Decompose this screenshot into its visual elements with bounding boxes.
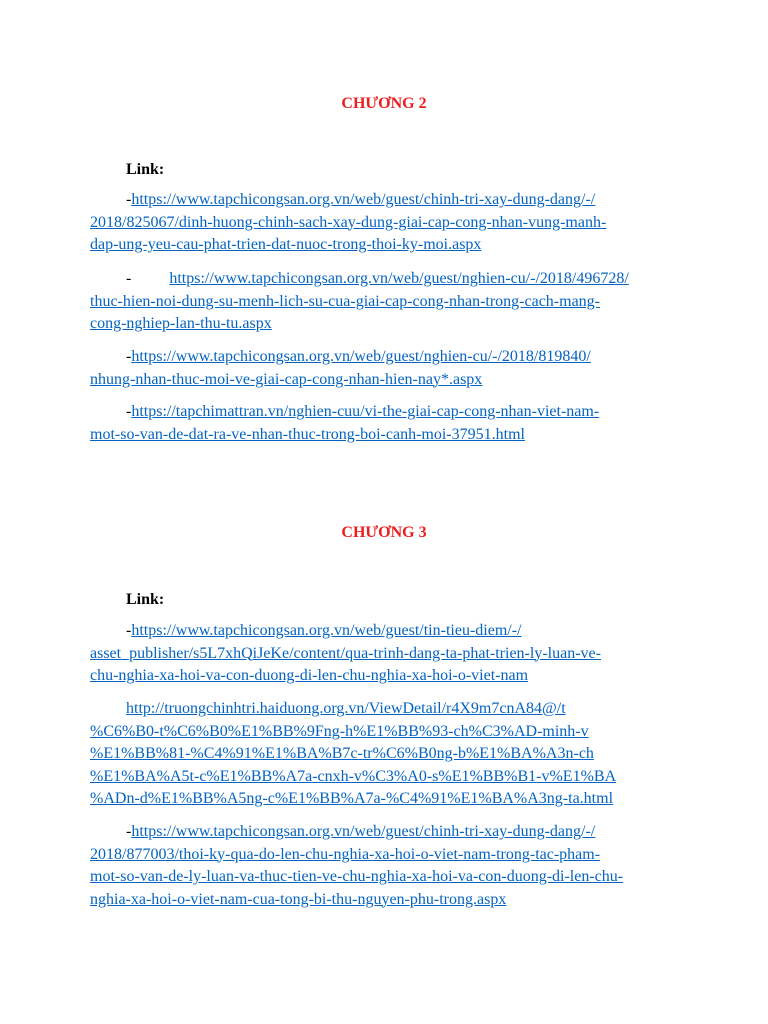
link-line bbox=[90, 291, 690, 314]
link-line bbox=[90, 889, 690, 912]
dash: - bbox=[126, 270, 132, 287]
link-line bbox=[90, 866, 690, 889]
chapter-2-title: CHƯƠNG 2 bbox=[341, 95, 427, 112]
link-line bbox=[90, 212, 690, 235]
hyperlink[interactable]: https://www.tapchicongsan.org.vn/web/guest/tin-tieu-diem/-/ bbox=[131, 622, 522, 639]
link-line bbox=[90, 766, 690, 789]
chapter-3-link-entry-3 bbox=[90, 821, 690, 911]
chapter-2-link-entry-2 bbox=[90, 268, 690, 336]
link-line bbox=[90, 313, 690, 336]
link-line bbox=[90, 665, 690, 688]
hyperlink[interactable]: cong-nghiep-lan-thu-tu.aspx bbox=[90, 315, 272, 332]
link-line bbox=[90, 844, 690, 867]
dash: - bbox=[126, 403, 132, 420]
link-line bbox=[90, 401, 690, 424]
hyperlink[interactable]: thuc-hien-noi-dung-su-menh-lich-su-cua-giai-cap-cong-nhan-trong-cach-mang- bbox=[90, 292, 601, 310]
hyperlink[interactable]: mot-so-van-de-dat-ra-ve-nhan-thuc-trong-boi-canh-moi-37951.html bbox=[90, 425, 525, 443]
hyperlink[interactable]: https://www.tapchicongsan.org.vn/web/guest/nghien-cu/-/2018/496728/ bbox=[169, 270, 629, 287]
hyperlink[interactable]: nghia-xa-hoi-o-viet-nam-cua-tong-bi-thu-nguyen-phu-trong.aspx bbox=[90, 890, 507, 908]
hyperlink[interactable]: dap-ung-yeu-cau-phat-trien-dat-nuoc-trong-thoi-ky-moi.aspx bbox=[90, 236, 482, 253]
dash: - bbox=[126, 348, 132, 365]
chapter-3-title: CHƯƠNG 3 bbox=[341, 524, 427, 541]
link-line bbox=[90, 643, 690, 666]
link-line bbox=[90, 268, 690, 291]
hyperlink[interactable]: mot-so-van-de-ly-luan-va-thuc-tien-ve-chu-nghia-xa-hoi-va-con-duong-di-len-chu- bbox=[90, 868, 624, 885]
link-line bbox=[90, 721, 690, 744]
hyperlink[interactable]: chu-nghia-xa-hoi-va-con-duong-di-len-chu-nghia-xa-hoi-o-viet-nam bbox=[90, 667, 529, 684]
hyperlink[interactable]: nhung-nhan-thuc-moi-ve-giai-cap-cong-nhan-hien-nay*.aspx bbox=[90, 370, 483, 388]
link-line bbox=[90, 346, 690, 369]
link-line bbox=[90, 620, 690, 643]
link-line bbox=[90, 698, 690, 721]
hyperlink[interactable]: %ADn-d%E1%BB%A5ng-c%E1%BB%A7a-%C4%91%E1%BA%A3ng-ta.html bbox=[90, 790, 614, 807]
link-line bbox=[90, 743, 690, 766]
link-line bbox=[90, 788, 690, 811]
hyperlink[interactable]: https://www.tapchicongsan.org.vn/web/guest/chinh-tri-xay-dung-dang/-/ bbox=[131, 823, 596, 840]
hyperlink[interactable]: 2018/877003/thoi-ky-qua-do-len-chu-nghia-xa-hoi-o-viet-nam-trong-tac-pham- bbox=[90, 845, 601, 863]
link-line bbox=[90, 234, 690, 257]
chapter-3-link-label: Link: bbox=[126, 591, 165, 608]
chapter-2-link-entry-1 bbox=[90, 189, 690, 257]
hyperlink[interactable]: http://truongchinhtri.haiduong.org.vn/ViewDetail/r4X9m7cnA84@/t bbox=[126, 700, 566, 717]
chapter-3-link-entry-1 bbox=[90, 620, 690, 688]
hyperlink[interactable]: https://www.tapchicongsan.org.vn/web/guest/nghien-cu/-/2018/819840/ bbox=[131, 348, 591, 365]
link-line bbox=[90, 424, 690, 447]
hyperlink[interactable]: %C6%B0-t%C6%B0%E1%BB%9Fng-h%E1%BB%93-ch%C3%AD-minh-v bbox=[90, 722, 589, 740]
hyperlink[interactable]: 2018/825067/dinh-huong-chinh-sach-xay-dung-giai-cap-cong-nhan-vung-manh- bbox=[90, 213, 607, 231]
link-line bbox=[90, 369, 690, 392]
dash: - bbox=[126, 622, 132, 639]
chapter-2-link-entry-4 bbox=[90, 401, 690, 446]
chapter-2-link-entry-3 bbox=[90, 346, 690, 391]
chapter-2-link-label: Link: bbox=[126, 161, 165, 178]
dash: - bbox=[126, 191, 132, 208]
link-line bbox=[90, 189, 690, 212]
hyperlink[interactable]: https://www.tapchicongsan.org.vn/web/guest/chinh-tri-xay-dung-dang/-/ bbox=[131, 191, 596, 208]
hyperlink[interactable]: asset_publisher/s5L7xhQiJeKe/content/qua-trinh-dang-ta-phat-trien-ly-luan-ve- bbox=[90, 644, 601, 662]
hyperlink[interactable]: %E1%BA%A5t-c%E1%BB%A7a-cnxh-v%C3%A0-s%E1%BB%B1-v%E1%BA bbox=[90, 767, 617, 785]
dash: - bbox=[126, 823, 132, 840]
chapter-3-link-entry-2 bbox=[90, 698, 690, 811]
link-line bbox=[90, 821, 690, 844]
hyperlink[interactable]: %E1%BB%81-%C4%91%E1%BA%B7c-tr%C6%B0ng-b%E1%BA%A3n-ch bbox=[90, 745, 594, 762]
hyperlink[interactable]: https://tapchimattran.vn/nghien-cuu/vi-the-giai-cap-cong-nhan-viet-nam- bbox=[131, 403, 600, 420]
